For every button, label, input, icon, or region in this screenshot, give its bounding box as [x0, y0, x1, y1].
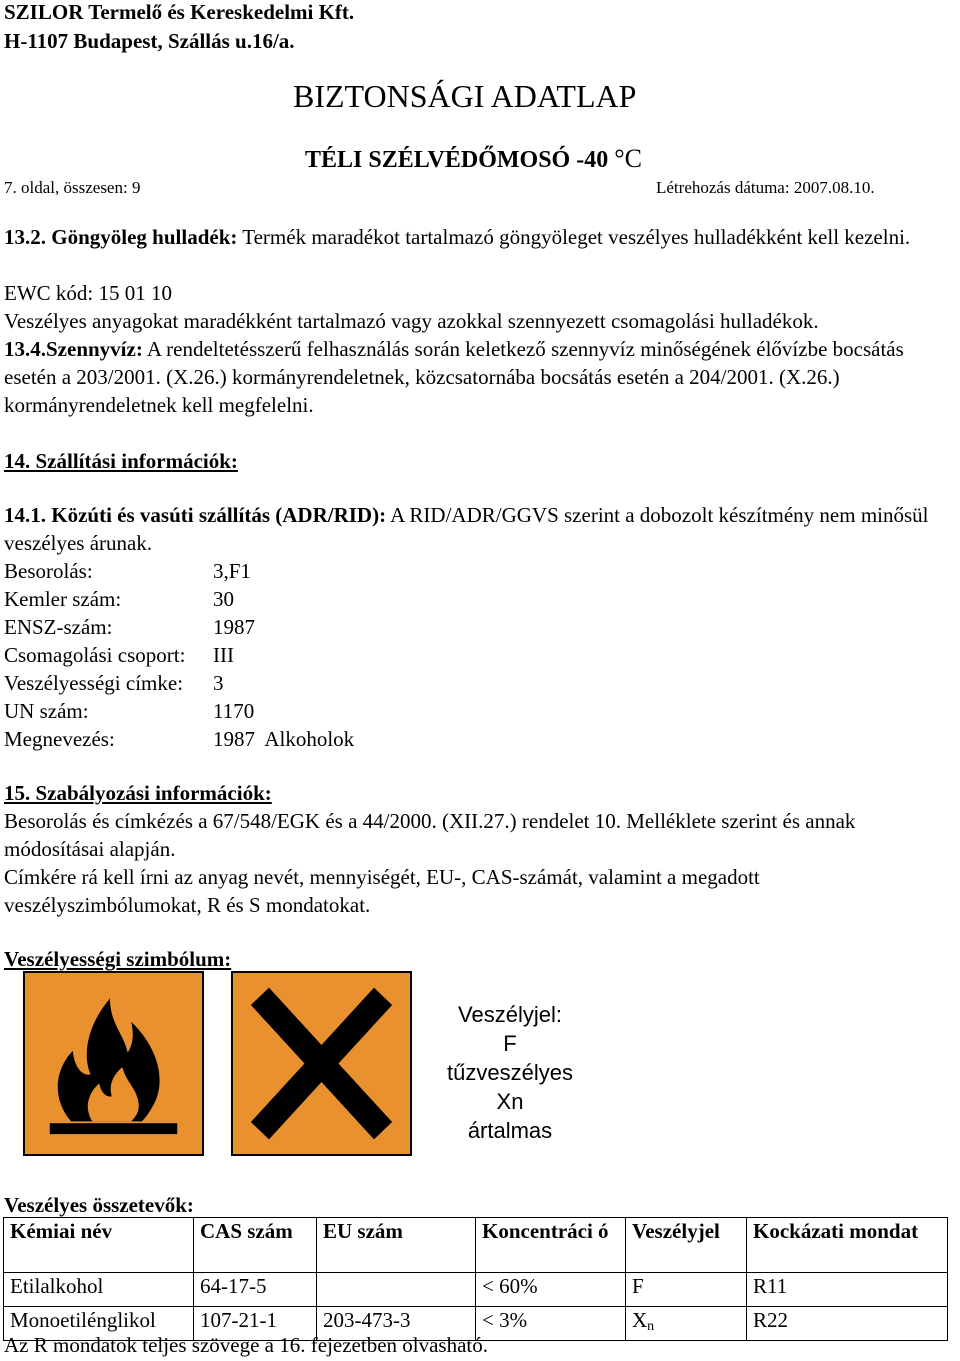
- concentration: < 3%: [476, 1307, 626, 1341]
- ingredients-heading: Veszélyes összetevők:: [4, 1193, 194, 1217]
- transport-row: Veszélyességi címke:: [4, 671, 184, 695]
- danger-line: tűzveszélyes: [447, 1060, 573, 1085]
- section-15-para1: Besorolás és címkézés a 67/548/EGK és a 44/2000. (XII.27.) rendelet 10. Melléklete szerint és annak módosításai alapján.: [4, 809, 856, 861]
- page-info: 7. oldal, összesen: 9: [4, 178, 141, 197]
- ewc-description: Veszélyes anyagokat maradékként tartalmazó vagy azokkal szennyezett csomagolási hulladékok.: [4, 309, 819, 333]
- cross-icon: [231, 971, 412, 1156]
- transport-value: 30: [213, 587, 234, 611]
- hazard-symbol: $X_n$: [626, 1307, 747, 1341]
- created-date: Létrehozás dátuma: 2007.08.10.: [656, 178, 875, 197]
- column-header: Kémiai név: [4, 1218, 194, 1273]
- transport-row: Besorolás:: [4, 559, 93, 583]
- transport-value: 1987: [213, 615, 255, 639]
- section-15-heading: 15. Szabályozási információk:: [4, 781, 272, 805]
- flame-icon: [23, 971, 204, 1156]
- danger-label: [430, 1000, 590, 1145]
- transport-value: 3: [213, 671, 224, 695]
- column-header: Kockázati mondat: [747, 1218, 948, 1273]
- transport-row: Kemler szám:: [4, 587, 122, 611]
- product-unit: °C: [614, 144, 642, 173]
- transport-row: Megnevezés:: [4, 727, 115, 751]
- section-15-para2: Címkére rá kell írni az anyag nevét, mennyiségét, EU-, CAS-számát, valamint a megadott veszélyszimbólumokat, R és S mondatokat.: [4, 865, 760, 917]
- hazard-symbol-heading: Veszélyességi szimbólum:: [4, 947, 232, 971]
- product-name: TÉLI SZÉLVÉDŐMOSÓ -40: [305, 147, 609, 173]
- flame-pictogram: [25, 973, 202, 1154]
- ewc-code: EWC kód: 15 01 10: [4, 281, 172, 305]
- section-13-4: [4, 335, 924, 419]
- danger-line: ártalmas: [467, 1118, 553, 1143]
- danger-line: Xn: [496, 1089, 524, 1114]
- product-title: [305, 145, 642, 174]
- section-13-2-label: 13.2. Göngyöleg hulladék:: [4, 225, 238, 249]
- concentration: < 60%: [476, 1273, 626, 1307]
- transport-value: 1170: [213, 699, 255, 723]
- section-14-1-label: 14.1. Közúti és vasúti szállítás (ADR/RID):: [4, 503, 387, 527]
- transport-value: III: [213, 643, 234, 667]
- section-13-4-label: 13.4.Szennyvíz:: [4, 337, 143, 361]
- company-address: H-1107 Budapest, Szállás u.16/a.: [4, 29, 295, 53]
- chemical-name: Etilalkohol: [4, 1273, 194, 1307]
- transport-row: Csomagolási csoport:: [4, 643, 186, 667]
- section-14-1-text: A RID/ADR/GGVS szerint a dobozolt készítmény nem minősül veszélyes árunak.: [4, 503, 929, 555]
- danger-line: Veszélyjel:: [458, 1002, 562, 1027]
- ingredients-table: [3, 1217, 948, 1341]
- danger-line: F: [503, 1031, 517, 1056]
- eu-number: [317, 1273, 476, 1307]
- cross-pictogram: [233, 973, 410, 1154]
- risk-phrase: R11: [747, 1273, 948, 1307]
- document-title: BIZTONSÁGI ADATLAP: [293, 78, 637, 114]
- column-header: Koncentráci ó: [476, 1218, 626, 1273]
- transport-value: 3,F1: [213, 559, 251, 583]
- hazard-symbol: F: [626, 1273, 747, 1307]
- transport-row: UN szám:: [4, 699, 89, 723]
- company-name: SZILOR Termelő és Kereskedelmi Kft.: [4, 0, 355, 24]
- transport-value: 1987 Alkoholok: [213, 727, 355, 751]
- section-14-1: [4, 501, 944, 557]
- column-header: EU szám: [317, 1218, 476, 1273]
- section-13-2-text: Termék maradékot tartalmazó göngyöleget veszélyes hulladékként kell kezelni.: [237, 225, 911, 249]
- footnote: Az R mondatok teljes szövege a 16. fejezetben olvasható.: [4, 1333, 489, 1357]
- risk-phrase: R22: [747, 1307, 948, 1341]
- chemical-name: Monoetilénglikol: [4, 1307, 194, 1341]
- transport-row: ENSZ-szám:: [4, 615, 113, 639]
- eu-number: 203-473-3: [317, 1307, 476, 1341]
- section-13-4-text: A rendeltetésszerű felhasználás során keletkező szennyvíz minőségének élővízbe bocsátás esetén a 203/2001. (X.26.) kormányrendeletnek, közcsatornába bocsátás esetén a 204/2001. (X.26.) kormányrendeletnek kell megfelelni.: [4, 337, 904, 417]
- column-header: CAS szám: [194, 1218, 317, 1273]
- section-14-heading: 14. Szállítási információk:: [4, 449, 238, 473]
- table-row: [4, 1273, 948, 1307]
- cas-number: 64-17-5: [194, 1273, 317, 1307]
- cas-number: 107-21-1: [194, 1307, 317, 1341]
- section-13-2: [4, 223, 944, 251]
- table-header-row: [4, 1218, 948, 1273]
- column-header: Veszélyjel: [626, 1218, 747, 1273]
